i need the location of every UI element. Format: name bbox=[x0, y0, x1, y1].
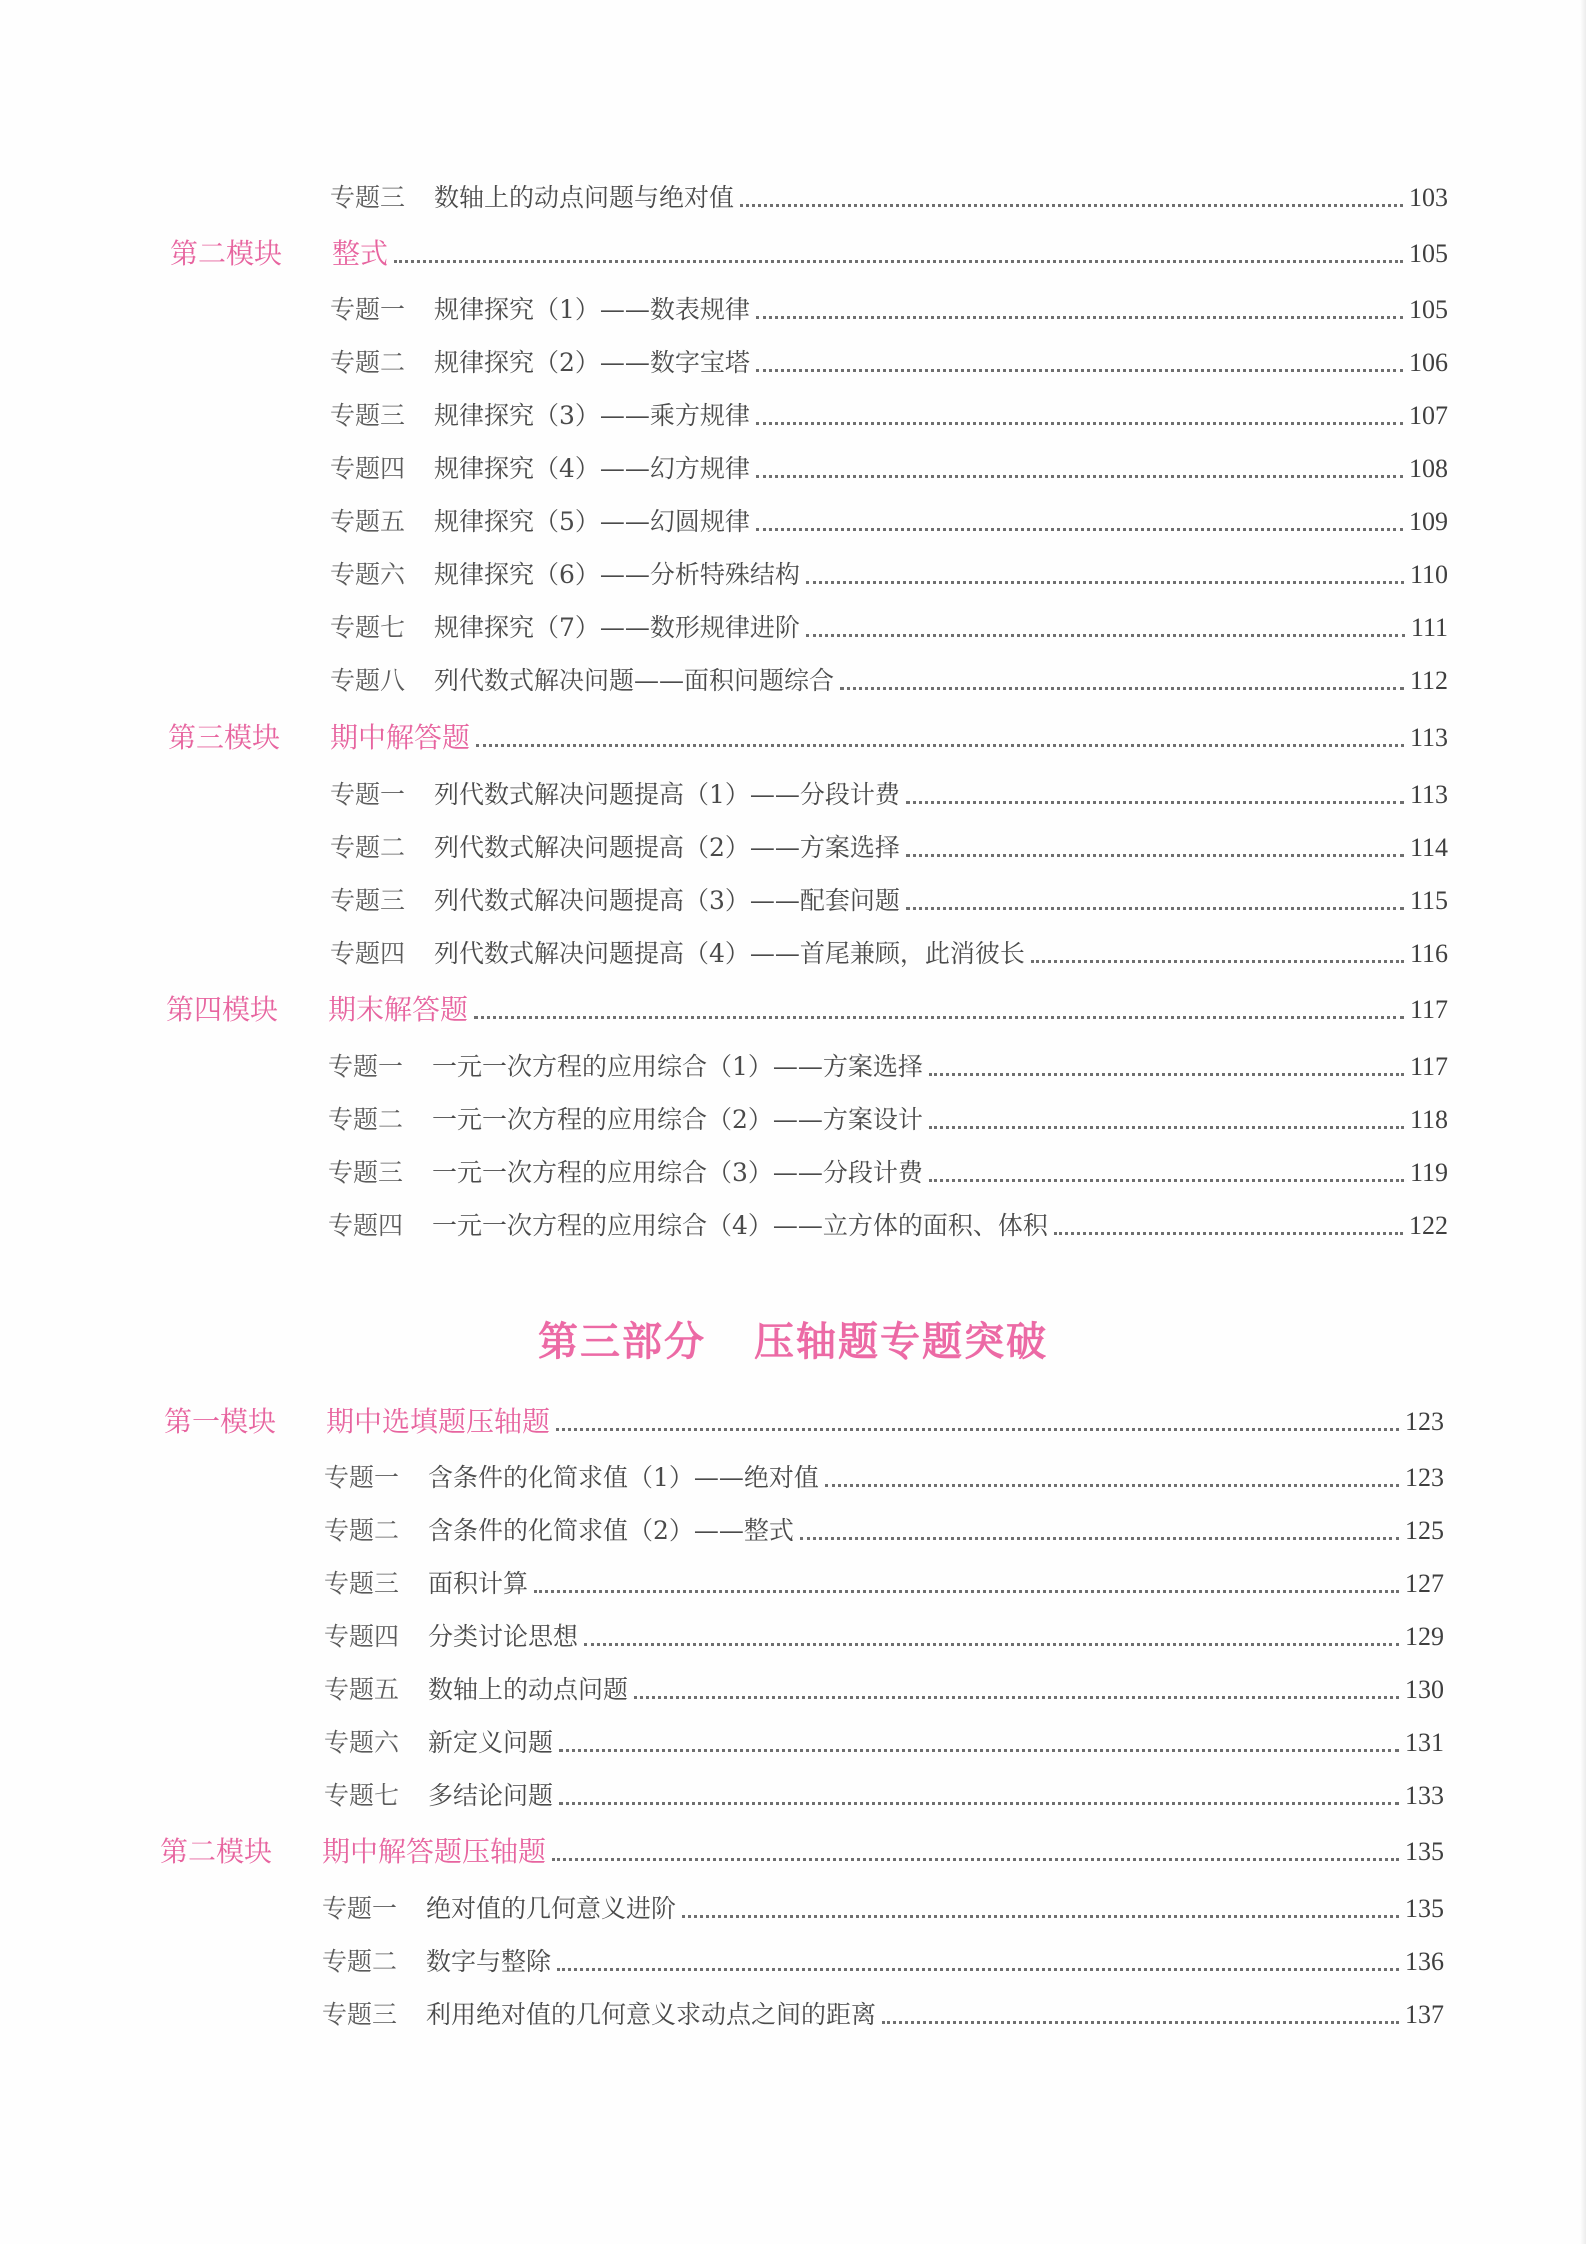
dot-leader bbox=[825, 1484, 1399, 1487]
topic-title: 面积计算 bbox=[428, 1569, 529, 1598]
page-number: 117 bbox=[1409, 995, 1448, 1024]
toc-entry[interactable] bbox=[322, 1889, 1444, 1929]
topic-title: 数轴上的动点问题 bbox=[428, 1675, 629, 1704]
topic-tag: 专题三 bbox=[330, 401, 406, 430]
topic-title: 绝对值的几何意义进阶 bbox=[426, 1894, 677, 1923]
module-title: 期末解答题 bbox=[328, 993, 469, 1026]
dot-leader bbox=[557, 1968, 1399, 1971]
toc-entry[interactable] bbox=[330, 881, 1448, 921]
topic-tag: 专题二 bbox=[322, 1947, 398, 1976]
topic-title: 一元一次方程的应用综合（1）——方案选择 bbox=[432, 1052, 923, 1081]
dot-leader bbox=[634, 1696, 1399, 1699]
toc-module-entry[interactable] bbox=[160, 1832, 1444, 1872]
topic-tag: 专题六 bbox=[330, 560, 406, 589]
topic-tag: 专题五 bbox=[330, 507, 406, 536]
topic-title: 多结论问题 bbox=[428, 1781, 554, 1810]
topic-title: 列代数式解决问题提高（4）——首尾兼顾，此消彼长 bbox=[434, 939, 1025, 968]
topic-tag: 专题一 bbox=[322, 1894, 398, 1923]
dot-leader bbox=[476, 744, 1404, 747]
page-number: 113 bbox=[1409, 723, 1448, 752]
toc-module-entry[interactable] bbox=[168, 718, 1448, 758]
toc-entry[interactable] bbox=[330, 934, 1448, 974]
topic-title: 一元一次方程的应用综合（3）——分段计费 bbox=[432, 1158, 923, 1187]
dot-leader bbox=[394, 260, 1403, 263]
page-number: 108 bbox=[1409, 454, 1448, 483]
topic-title: 规律探究（6）——分析特殊结构 bbox=[434, 560, 800, 589]
topic-tag: 专题三 bbox=[330, 183, 406, 212]
page-number: 133 bbox=[1405, 1781, 1444, 1810]
module-tag: 第二模块 bbox=[160, 1835, 273, 1868]
dot-leader bbox=[756, 316, 1403, 319]
page-number: 115 bbox=[1409, 886, 1448, 915]
module-tag: 第一模块 bbox=[164, 1405, 277, 1438]
topic-tag: 专题一 bbox=[328, 1052, 404, 1081]
toc-entry[interactable] bbox=[330, 178, 1448, 218]
topic-title: 规律探究（7）——数形规律进阶 bbox=[434, 613, 800, 642]
page-number: 110 bbox=[1409, 560, 1448, 589]
toc-entry[interactable] bbox=[330, 290, 1448, 330]
topic-title: 含条件的化简求值（2）——整式 bbox=[428, 1516, 794, 1545]
part-title: 压轴题专题突破 bbox=[754, 1318, 1048, 1365]
topic-tag: 专题二 bbox=[328, 1105, 404, 1134]
toc-entry[interactable] bbox=[330, 502, 1448, 542]
topic-title: 数字与整除 bbox=[426, 1947, 552, 1976]
page-number: 123 bbox=[1405, 1463, 1444, 1492]
dot-leader bbox=[756, 369, 1403, 372]
dot-leader bbox=[534, 1590, 1399, 1593]
dot-leader bbox=[806, 634, 1405, 637]
topic-tag: 专题四 bbox=[330, 939, 406, 968]
dot-leader bbox=[906, 801, 1404, 804]
topic-title: 数轴上的动点问题与绝对值 bbox=[434, 183, 735, 212]
topic-title: 含条件的化简求值（1）——绝对值 bbox=[428, 1463, 819, 1492]
dot-leader bbox=[929, 1073, 1404, 1076]
topic-title: 利用绝对值的几何意义求动点之间的距离 bbox=[426, 2000, 877, 2029]
topic-tag: 专题六 bbox=[324, 1728, 400, 1757]
topic-tag: 专题五 bbox=[324, 1675, 400, 1704]
dot-leader bbox=[584, 1643, 1399, 1646]
page-number: 111 bbox=[1410, 613, 1448, 642]
page-number: 113 bbox=[1409, 780, 1448, 809]
toc-entry[interactable] bbox=[328, 1153, 1448, 1193]
page-number: 125 bbox=[1405, 1516, 1444, 1545]
toc-entry[interactable] bbox=[324, 1458, 1444, 1498]
topic-tag: 专题三 bbox=[324, 1569, 400, 1598]
dot-leader bbox=[906, 854, 1404, 857]
dot-leader bbox=[474, 1016, 1404, 1019]
toc-entry[interactable] bbox=[328, 1206, 1448, 1246]
page-number: 127 bbox=[1405, 1569, 1444, 1598]
page-number: 122 bbox=[1409, 1211, 1448, 1240]
dot-leader bbox=[929, 1126, 1404, 1129]
dot-leader bbox=[882, 2021, 1399, 2024]
page-number: 106 bbox=[1409, 348, 1448, 377]
topic-tag: 专题二 bbox=[330, 348, 406, 377]
topic-tag: 专题三 bbox=[328, 1158, 404, 1187]
topic-tag: 专题七 bbox=[324, 1781, 400, 1810]
toc-entry[interactable] bbox=[328, 1100, 1448, 1140]
dot-leader bbox=[906, 907, 1404, 910]
topic-tag: 专题三 bbox=[330, 886, 406, 915]
dot-leader bbox=[740, 204, 1403, 207]
topic-title: 一元一次方程的应用综合（2）——方案设计 bbox=[432, 1105, 923, 1134]
topic-title: 分类讨论思想 bbox=[428, 1622, 579, 1651]
topic-tag: 专题四 bbox=[324, 1622, 400, 1651]
topic-title: 规律探究（1）——数表规律 bbox=[434, 295, 750, 324]
module-title: 期中解答题压轴题 bbox=[322, 1835, 547, 1868]
topic-tag: 专题一 bbox=[330, 295, 406, 324]
toc-entry[interactable] bbox=[330, 449, 1448, 489]
page-number: 105 bbox=[1409, 295, 1448, 324]
page-number: 130 bbox=[1405, 1675, 1444, 1704]
topic-title: 新定义问题 bbox=[428, 1728, 554, 1757]
page-number: 119 bbox=[1409, 1158, 1448, 1187]
toc-entry[interactable] bbox=[330, 555, 1448, 595]
toc-entry[interactable] bbox=[330, 608, 1448, 648]
toc-entry[interactable] bbox=[330, 343, 1448, 383]
part-heading bbox=[0, 1310, 1586, 1367]
dot-leader bbox=[559, 1749, 1399, 1752]
page-number: 135 bbox=[1405, 1894, 1444, 1923]
toc-entry[interactable] bbox=[324, 1617, 1444, 1657]
topic-tag: 专题七 bbox=[330, 613, 406, 642]
module-title: 整式 bbox=[332, 237, 389, 270]
topic-tag: 专题四 bbox=[330, 454, 406, 483]
page-number: 103 bbox=[1409, 183, 1448, 212]
page-number: 131 bbox=[1405, 1728, 1444, 1757]
toc-entry[interactable] bbox=[330, 775, 1448, 815]
topic-tag: 专题四 bbox=[328, 1211, 404, 1240]
topic-tag: 专题八 bbox=[330, 666, 406, 695]
topic-tag: 专题一 bbox=[330, 780, 406, 809]
page-number: 135 bbox=[1405, 1837, 1444, 1866]
dot-leader bbox=[552, 1858, 1399, 1861]
dot-leader bbox=[1054, 1232, 1403, 1235]
topic-title: 规律探究（2）——数字宝塔 bbox=[434, 348, 750, 377]
topic-tag: 专题一 bbox=[324, 1463, 400, 1492]
page-number: 116 bbox=[1409, 939, 1448, 968]
dot-leader bbox=[929, 1179, 1404, 1182]
page-number: 129 bbox=[1405, 1622, 1444, 1651]
topic-title: 规律探究（4）——幻方规律 bbox=[434, 454, 750, 483]
page-number: 109 bbox=[1409, 507, 1448, 536]
dot-leader bbox=[756, 422, 1403, 425]
toc-entry[interactable] bbox=[324, 1564, 1444, 1604]
toc-entry[interactable] bbox=[330, 828, 1448, 868]
toc-module-entry[interactable] bbox=[170, 234, 1448, 274]
toc-entry[interactable] bbox=[328, 1047, 1448, 1087]
toc-entry[interactable] bbox=[330, 396, 1448, 436]
toc-entry[interactable] bbox=[324, 1511, 1444, 1551]
toc-module-entry[interactable] bbox=[166, 990, 1448, 1030]
toc-entry[interactable] bbox=[322, 1942, 1444, 1982]
toc-entry[interactable] bbox=[324, 1670, 1444, 1710]
topic-title: 一元一次方程的应用综合（4）——立方体的面积、体积 bbox=[432, 1211, 1048, 1240]
toc-entry[interactable] bbox=[324, 1723, 1444, 1763]
dot-leader bbox=[682, 1915, 1399, 1918]
module-title: 期中选填题压轴题 bbox=[326, 1405, 551, 1438]
page-number: 136 bbox=[1405, 1947, 1444, 1976]
topic-title: 规律探究（3）——乘方规律 bbox=[434, 401, 750, 430]
topic-title: 列代数式解决问题——面积问题综合 bbox=[434, 666, 835, 695]
dot-leader bbox=[556, 1428, 1399, 1431]
dot-leader bbox=[559, 1802, 1399, 1805]
dot-leader bbox=[756, 528, 1403, 531]
topic-title: 列代数式解决问题提高（1）——分段计费 bbox=[434, 780, 900, 809]
module-tag: 第二模块 bbox=[170, 237, 283, 270]
topic-title: 列代数式解决问题提高（2）——方案选择 bbox=[434, 833, 900, 862]
page-edge-shadow bbox=[1580, 0, 1586, 2244]
page-number: 123 bbox=[1405, 1407, 1444, 1436]
topic-tag: 专题三 bbox=[322, 2000, 398, 2029]
toc-module-entry[interactable] bbox=[164, 1402, 1444, 1442]
dot-leader bbox=[806, 581, 1404, 584]
topic-title: 规律探究（5）——幻圆规律 bbox=[434, 507, 750, 536]
topic-title: 列代数式解决问题提高（3）——配套问题 bbox=[434, 886, 900, 915]
page-number: 137 bbox=[1405, 2000, 1444, 2029]
part-label: 第三部分 bbox=[538, 1318, 706, 1365]
dot-leader bbox=[840, 687, 1404, 690]
dot-leader bbox=[756, 475, 1403, 478]
page-number: 118 bbox=[1409, 1105, 1448, 1134]
page-number: 105 bbox=[1409, 239, 1448, 268]
page-number: 117 bbox=[1409, 1052, 1448, 1081]
toc-entry[interactable] bbox=[324, 1776, 1444, 1816]
page-number: 112 bbox=[1409, 666, 1448, 695]
dot-leader bbox=[1031, 960, 1404, 963]
module-tag: 第四模块 bbox=[166, 993, 279, 1026]
page-number: 107 bbox=[1409, 401, 1448, 430]
page-number: 114 bbox=[1409, 833, 1448, 862]
topic-tag: 专题二 bbox=[330, 833, 406, 862]
toc-entry[interactable] bbox=[330, 661, 1448, 701]
module-title: 期中解答题 bbox=[330, 721, 471, 754]
toc-entry[interactable] bbox=[322, 1995, 1444, 2035]
dot-leader bbox=[800, 1537, 1399, 1540]
module-tag: 第三模块 bbox=[168, 721, 281, 754]
topic-tag: 专题二 bbox=[324, 1516, 400, 1545]
